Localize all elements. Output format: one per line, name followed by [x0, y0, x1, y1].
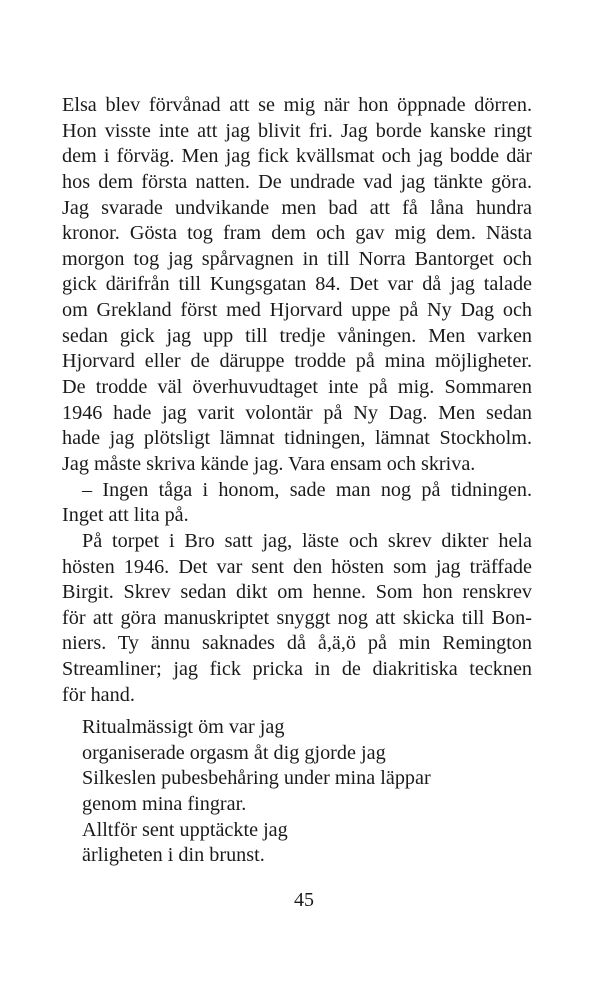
prose-block: [62, 93, 532, 708]
prose-line: Inget att lita på.: [62, 504, 189, 527]
prose-line: om Grekland först med Hjorvard uppe på Ny Dag och: [62, 299, 532, 322]
prose-line: De trodde väl överhuvudtaget inte på mig. Sommaren: [62, 376, 532, 399]
prose-line: för att göra manuskriptet snyggt nog att skicka till Bon-: [62, 606, 532, 629]
prose-line: morgon tog jag spårvagnen in till Norra Bantorget och: [62, 247, 532, 270]
prose-line: Hjorvard eller de däruppe trodde på mina möjligheter.: [62, 350, 532, 373]
prose-line: På torpet i Bro satt jag, läste och skrev dikter hela: [82, 529, 532, 552]
poem-line: organiserade orgasm åt dig gjorde jag: [82, 741, 386, 764]
poem-line: Alltför sent upptäckte jag: [82, 818, 288, 841]
prose-line: hösten 1946. Det var sent den hösten som jag träffade: [62, 555, 532, 578]
prose-line: hade jag plötsligt lämnat tidningen, lämnat Stockholm.: [62, 427, 532, 450]
page-number: 45: [294, 889, 314, 911]
prose-line: Jag måste skriva kände jag. Vara ensam och skriva.: [62, 452, 476, 475]
prose-line: Birgit. Skrev sedan dikt om henne. Som hon renskrev: [62, 581, 532, 604]
prose-line: dem i förväg. Men jag fick kvällsmat och jag bodde där: [62, 145, 532, 168]
prose-line: Jag svarade undvikande men bad att få låna hundra: [62, 196, 532, 219]
poem-line: Silkeslen pubesbehåring under mina läppar: [82, 767, 431, 790]
prose-line: kronor. Gösta tog fram dem och gav mig dem. Nästa: [62, 222, 532, 245]
poem-line: ärligheten i din brunst.: [82, 844, 265, 867]
poem-line: genom mina fingrar.: [82, 792, 247, 815]
prose-line: 1946 hade jag varit volontär på Ny Dag. Men sedan: [62, 401, 532, 424]
poem-block: [82, 715, 522, 869]
prose-line: – Ingen tåga i honom, sade man nog på tidningen.: [82, 478, 532, 501]
poem-line: Ritualmässigt öm var jag: [82, 716, 285, 738]
prose-line: Elsa blev förvånad att se mig när hon öppnade dörren.: [62, 94, 532, 116]
prose-line: gick därifrån till Kungsgatan 84. Det var då jag talade: [62, 273, 532, 296]
prose-line: niers. Ty ännu saknades då å,ä,ö på min Remington: [62, 632, 532, 655]
prose-line: Streamliner; jag fick pricka in de diakritiska tecknen: [62, 658, 532, 681]
prose-line: Hon visste inte att jag blivit fri. Jag borde kanske ringt: [62, 119, 532, 142]
prose-line: hos dem första natten. De undrade vad jag tänkte göra.: [62, 170, 532, 193]
prose-line: för hand.: [62, 683, 135, 706]
prose-line: sedan gick jag upp till tredje våningen. Men varken: [62, 324, 532, 347]
